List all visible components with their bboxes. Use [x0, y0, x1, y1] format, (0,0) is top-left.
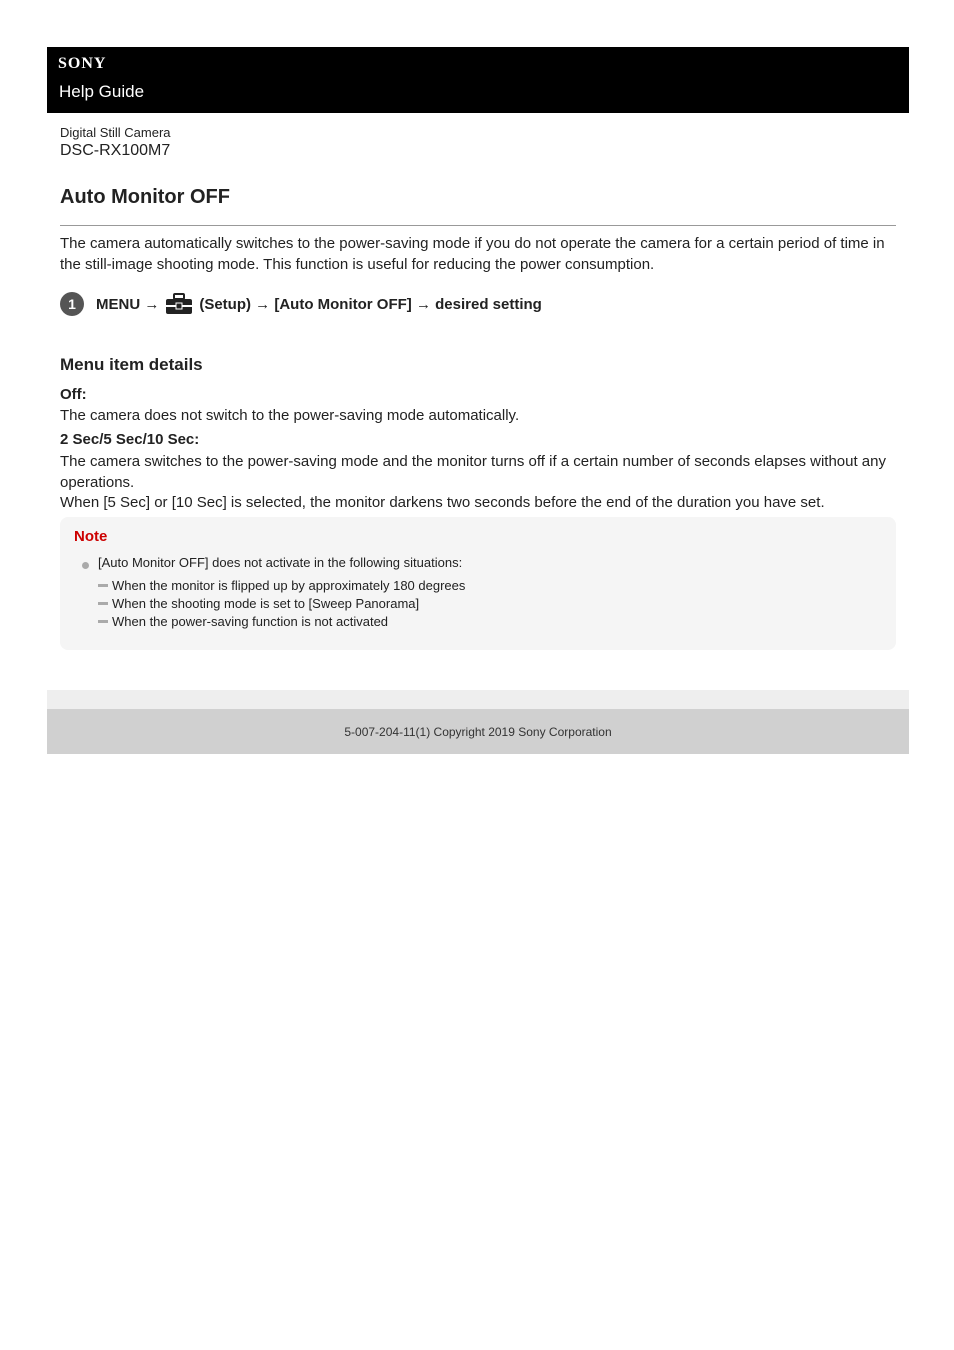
menu-path: (Setup) → [Auto Monitor OFF] → desired setting — [199, 295, 542, 313]
bullet-icon — [82, 562, 89, 569]
note-subitem-text: When the monitor is flipped up by approximately 180 degrees — [112, 578, 466, 593]
note-subitem-text: When the shooting mode is set to [Sweep Panorama] — [112, 596, 420, 611]
header-bar — [47, 47, 909, 113]
product-type: Digital Still Camera — [60, 125, 171, 140]
sony-logo: SONY — [58, 55, 107, 72]
copyright-text: 5-007-204-11(1) Copyright 2019 Sony Corporation — [344, 724, 612, 739]
term-off: Off: — [60, 386, 87, 403]
step-number: 1 — [60, 292, 84, 316]
step-1 — [60, 290, 542, 318]
note-item: [Auto Monitor OFF] does not activate in the following situations: — [98, 555, 463, 570]
dash-icon — [98, 620, 108, 623]
note-subitem — [98, 614, 388, 629]
dash-icon — [98, 584, 108, 587]
term-seconds: 2 Sec/5 Sec/10 Sec: — [60, 431, 200, 448]
toolbox-icon — [165, 293, 193, 315]
desc-off: The camera does not switch to the power-saving mode automatically. — [60, 407, 520, 424]
note-subitem-text: When the power-saving function is not activated — [112, 614, 389, 629]
desc-seconds-extra: When [5 Sec] or [10 Sec] is selected, the monitor darkens two seconds before the end of the duration you have set. — [60, 494, 825, 511]
dash-icon — [98, 602, 108, 605]
intro-paragraph: The camera automatically switches to the power-saving mode if you do not operate the camera for a certain period of time in the still-image shooting mode. This function is useful for reducing the power consumption. — [60, 235, 885, 273]
page-title: Auto Monitor OFF — [60, 186, 230, 208]
footer-band — [47, 690, 909, 709]
note-title: Note — [74, 528, 108, 545]
menu-details-heading: Menu item details — [60, 355, 203, 374]
help-guide-title: Help Guide — [59, 82, 145, 101]
note-subitem — [98, 578, 465, 593]
note-box — [60, 517, 896, 650]
menu-label: MENU → — [96, 295, 160, 313]
step-instruction — [96, 293, 542, 315]
product-model: DSC-RX100M7 — [60, 142, 171, 159]
title-divider — [60, 225, 896, 226]
desc-seconds: The camera switches to the power-saving mode and the monitor turns off if a certain number of seconds elapses without any operations. — [60, 453, 886, 491]
note-subitem — [98, 596, 419, 611]
footer — [47, 709, 909, 754]
